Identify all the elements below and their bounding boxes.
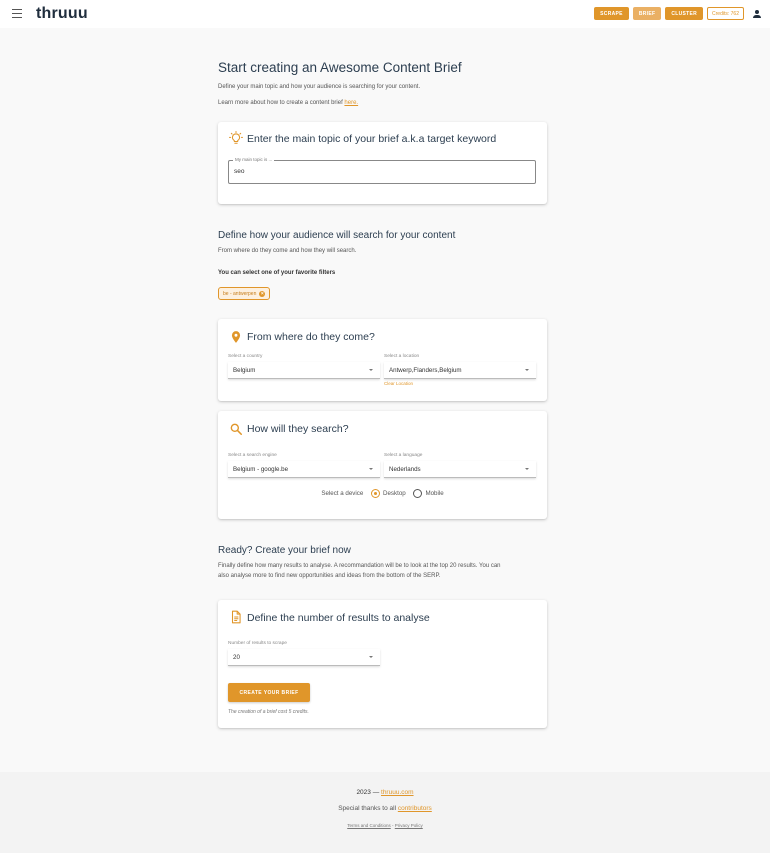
learn-more-text: [218, 100, 358, 106]
hamburger-menu-icon[interactable]: [12, 9, 22, 18]
search-engine-select[interactable]: [228, 461, 380, 478]
footer-thanks: [0, 805, 770, 812]
search-card: [218, 411, 547, 519]
country-select[interactable]: [228, 362, 380, 379]
audience-section-subtitle: From where do they come and how they will search.: [218, 248, 357, 254]
footer: [0, 772, 770, 853]
favorite-filters-label: You can select one of your favorite filters: [218, 270, 336, 276]
results-card-title: Define the number of results to analyse: [247, 612, 430, 624]
logo[interactable]: thruuu: [36, 5, 88, 22]
device-label: Select a device: [321, 490, 364, 498]
chevron-down-icon: [369, 656, 373, 658]
location-label: Select a location: [384, 354, 420, 359]
language-value: Nederlands: [389, 466, 421, 473]
top-bar: [0, 0, 770, 28]
audience-section-title: Define how your audience will search for your content: [218, 230, 456, 241]
favorite-filter-chip-label: be - antwerpen: [223, 290, 257, 297]
favorite-filter-chip[interactable]: [218, 287, 270, 300]
location-select[interactable]: [384, 362, 536, 379]
scrape-button[interactable]: SCRAPE: [594, 7, 629, 20]
clear-location-link[interactable]: Clear Location: [384, 381, 414, 386]
footer-copyright: [0, 789, 770, 796]
chevron-down-icon: [525, 468, 529, 470]
footer-year: 2023 —: [356, 789, 382, 796]
main-topic-input[interactable]: [228, 157, 536, 184]
learn-more-prefix: Learn more about how to create a content brief: [218, 100, 345, 106]
cluster-button[interactable]: CLUSTER: [665, 7, 703, 20]
footer-separator: -: [390, 823, 395, 828]
results-count-value: 20: [233, 654, 240, 661]
desktop-label: Desktop: [383, 490, 406, 497]
desktop-radio[interactable]: [371, 489, 380, 498]
chevron-down-icon: [525, 369, 529, 371]
keyword-card-title: Enter the main topic of your brief a.k.a target keyword: [247, 133, 497, 145]
document-icon: [229, 610, 243, 624]
learn-more-link[interactable]: here.: [344, 100, 359, 106]
footer-site-link[interactable]: thruuu.com: [381, 789, 414, 796]
mobile-label: Mobile: [425, 490, 444, 497]
language-label: Select a language: [384, 453, 423, 458]
device-selector: [218, 489, 547, 498]
nav-buttons: [594, 7, 744, 20]
credits-badge: Credits: 762: [707, 7, 744, 20]
footer-thanks-prefix: Special thanks to all: [338, 805, 398, 812]
location-value: Antwerp,Flanders,Belgium: [389, 367, 462, 374]
chevron-down-icon: [369, 468, 373, 470]
brief-cost-hint: The creation of a brief cost 5 credits.: [228, 709, 309, 715]
location-pin-icon: [229, 330, 243, 344]
chevron-down-icon: [369, 369, 373, 371]
keyword-card: [218, 122, 547, 204]
results-count-select[interactable]: [228, 649, 380, 666]
results-count-label: Number of results to scrape: [228, 641, 287, 646]
footer-legal: [0, 823, 770, 828]
search-icon: [229, 422, 243, 436]
ready-section-title: Ready? Create your brief now: [218, 545, 351, 556]
search-engine-value: Belgium - google.be: [233, 466, 289, 473]
location-card: [218, 319, 547, 401]
create-brief-button[interactable]: CREATE YOUR BRIEF: [228, 683, 310, 702]
chip-close-icon[interactable]: ×: [260, 290, 264, 297]
brief-button[interactable]: BRIEF: [633, 7, 662, 20]
page-title: Start creating an Awesome Content Brief: [218, 60, 462, 75]
terms-link[interactable]: Terms and Conditions: [347, 823, 391, 828]
results-card: [218, 600, 547, 728]
ready-text-line1: Finally define how many results to analyse. A recommandation will be to look at the top 20 results. You can: [218, 563, 501, 569]
country-value: Belgium: [233, 367, 256, 374]
country-label: Select a country: [228, 354, 263, 359]
user-account-icon[interactable]: [753, 10, 761, 18]
mobile-radio[interactable]: [413, 489, 422, 498]
search-engine-label: Select a search engine: [228, 453, 277, 458]
privacy-link[interactable]: Privacy Policy: [394, 823, 423, 828]
ready-text-line2: also analyse more to find new opportunities and ideas from the bottom of the SERP.: [218, 573, 441, 579]
main-topic-label: My main topic is ...: [235, 157, 273, 162]
main-topic-value[interactable]: seo: [234, 168, 245, 175]
search-card-title: How will they search?: [247, 423, 349, 435]
device-option-desktop[interactable]: [371, 489, 406, 498]
contributors-link[interactable]: contributors: [397, 805, 432, 812]
lightbulb-icon: [229, 131, 243, 145]
page-subtitle: Define your main topic and how your audience is searching for your content.: [218, 84, 421, 90]
language-select[interactable]: [384, 461, 536, 478]
location-card-title: From where do they come?: [247, 331, 375, 343]
device-option-mobile[interactable]: [413, 489, 443, 498]
